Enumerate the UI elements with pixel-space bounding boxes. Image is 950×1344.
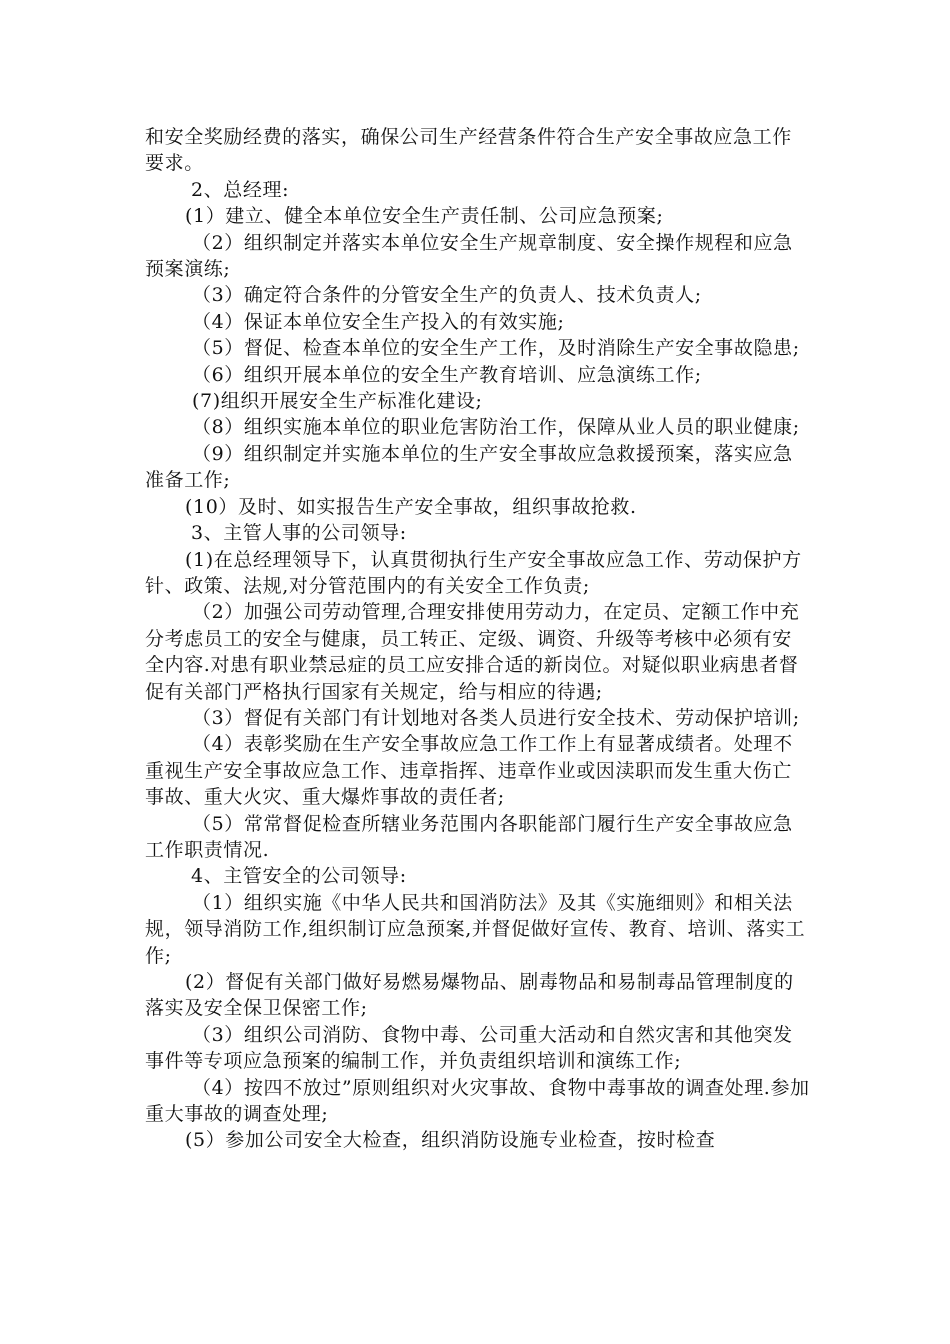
list-item: （6）组织开展本单位的安全生产教育培训、应急演练工作; — [192, 363, 702, 386]
list-item: （4）保证本单位安全生产投入的有效实施; — [192, 310, 565, 333]
list-item: （5）常常督促检查所辖业务范围内各职能部门履行生产安全事故应急工作职责情况. — [145, 812, 793, 861]
list-item: （9）组织制定并实施本单位的生产安全事故应急救援预案，落实应急准备工作; — [145, 442, 793, 492]
list-item: (2）督促有关部门做好易燃易爆物品、剧毒物品和易制毒品管理制度的落实及安全保卫保密工作; — [145, 971, 794, 1020]
list-item: （2）加强公司劳动管理,合理安排使用劳动力，在定员、定额工作中充分考虑员工的安全与健康，员工转正、定级、调资、升级等考核中必须有安全内容.对患有职业禁忌症的员工应安排合适的新岗位。对疑似职业病患者督促有关部门严格执行国家有关规定，给与相应的待遇; — [145, 601, 800, 703]
list-item: (10）及时、如实报告生产安全事故，组织事故抢救. — [185, 495, 637, 518]
paragraph-continuation: 和安全奖励经费的落实，确保公司生产经营条件符合生产安全事故应急工作要求。 — [145, 126, 792, 175]
list-item: (5）参加公司安全大检查，组织消防设施专业检查，按时检查 — [185, 1129, 716, 1152]
list-item: （5）督促、检查本单位的安全生产工作，及时消除生产安全事故隐患; — [192, 337, 800, 360]
section-heading-general-manager: 2、总经理: — [191, 178, 290, 201]
list-item: (7)组织开展安全生产标准化建设; — [192, 390, 483, 413]
section-heading-hr-leader: 3、主管人事的公司领导: — [191, 522, 407, 545]
list-item: （4）按四不放过”原则组织对火灾事故、食物中毒事故的调查处理.参加重大事故的调查处理; — [145, 1076, 810, 1126]
list-item: (1)在总经理领导下，认真贯彻执行生产安全事故应急工作、劳动保护方针、政策、法规,对分管范围内的有关安全工作负责; — [145, 548, 802, 597]
section-heading-safety-leader: 4、主管安全的公司领导: — [191, 865, 407, 888]
list-item: （3）督促有关部门有计划地对各类人员进行安全技术、劳动保护培训; — [192, 706, 800, 729]
list-item: （3）组织公司消防、食物中毒、公司重大活动和自然灾害和其他突发事件等专项应急预案的编制工作，并负责组织培训和演练工作; — [145, 1023, 793, 1073]
list-item: （8）组织实施本单位的职业危害防治工作，保障从业人员的职业健康; — [192, 416, 800, 439]
list-item: (1）建立、健全本单位安全生产责任制、公司应急预案; — [185, 205, 664, 228]
list-item: （1）组织实施《中华人民共和国消防法》及其《实施细则》和相关法规，领导消防工作,组织制订应急预案,并督促做好宣传、教育、培训、落实工作; — [145, 891, 806, 967]
list-item: （3）确定符合条件的分管安全生产的负责人、技术负责人; — [192, 284, 702, 307]
list-item: （2）组织制定并落实本单位安全生产规章制度、安全操作规程和应急预案演练; — [145, 231, 793, 281]
list-item: （4）表彰奖励在生产安全事故应急工作工作上有显著成绩者。处理不重视生产安全事故应急工作、违章指挥、违章作业或因渎职而发生重大伤亡事故、重大火灾、重大爆炸事故的责任者; — [145, 733, 793, 809]
document-body — [145, 124, 810, 1154]
